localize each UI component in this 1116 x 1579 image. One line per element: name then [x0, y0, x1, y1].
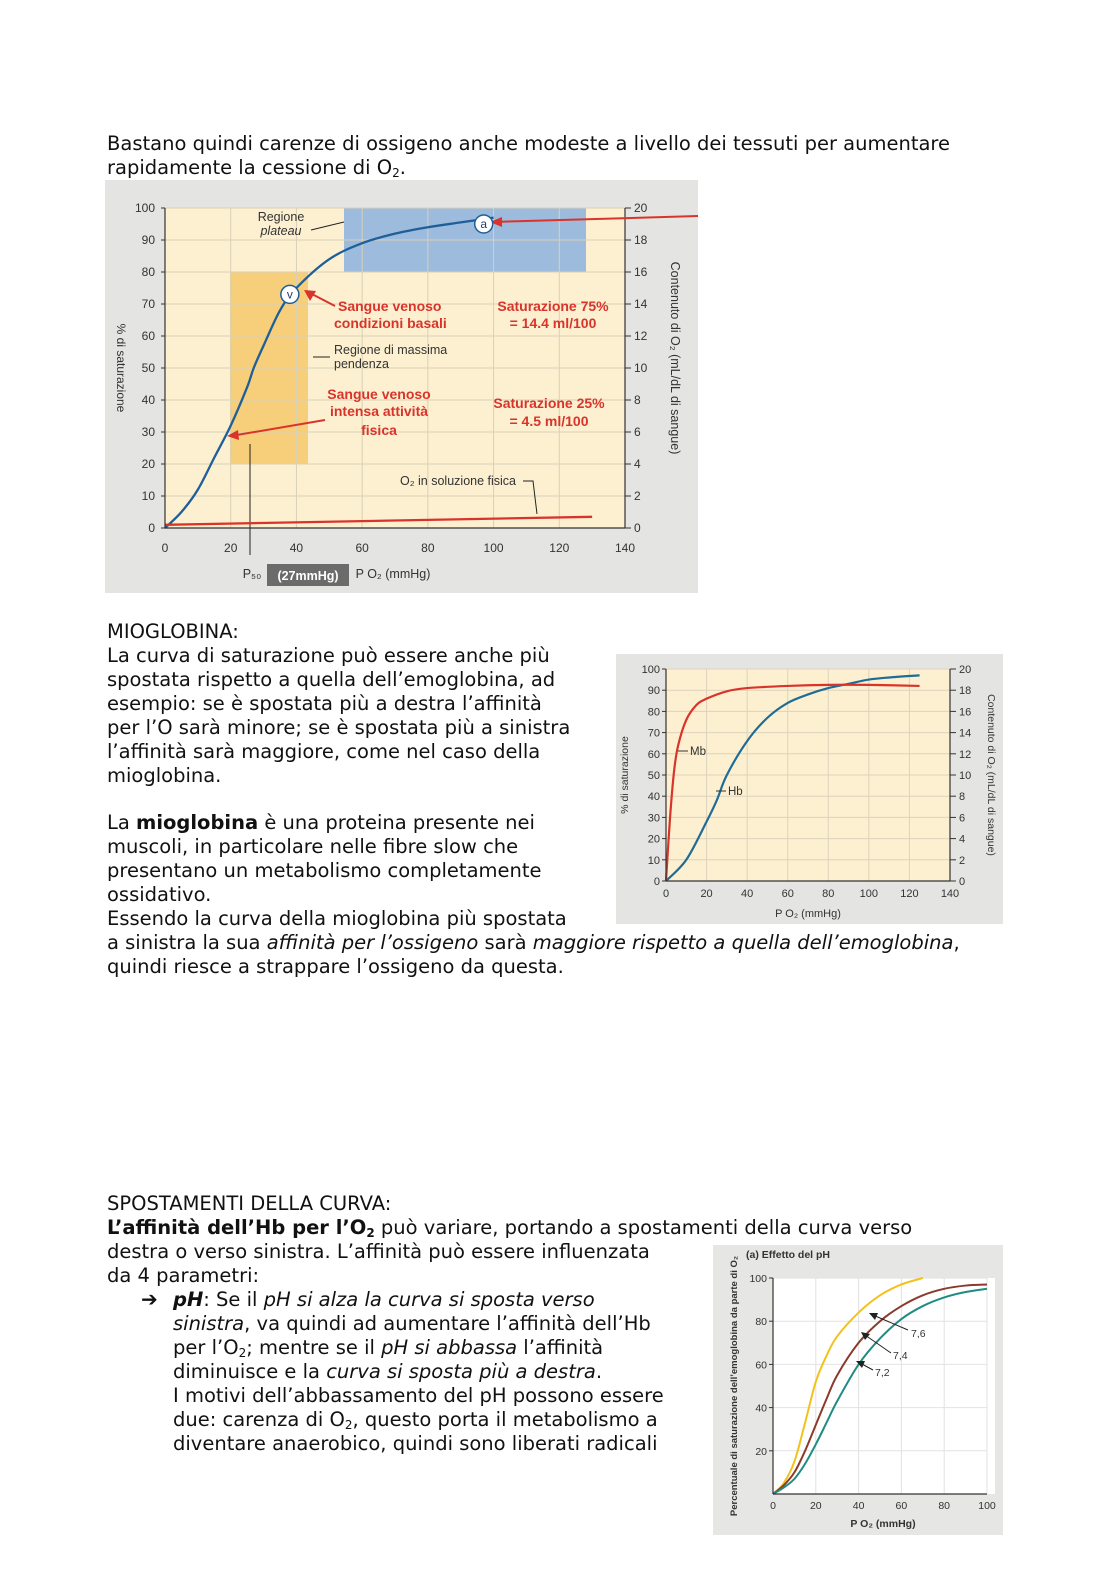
y-right-tick-label: 8 [959, 791, 966, 804]
mioglobina-p2-line-3: presentano un metabolismo completamente [107, 859, 542, 882]
bullet-ph-line-4-italic: curva si sposta più a destra [326, 1360, 596, 1383]
mioglobina-p3-italic-2: maggiore rispetto a quella dell’emoglobina [532, 931, 954, 954]
y-right-tick-label: 12 [634, 329, 648, 343]
y-right-tick-label: 20 [959, 664, 972, 676]
label-y-left: % di saturazione [114, 323, 128, 413]
x-tick-label: 60 [895, 1500, 908, 1512]
bullet-ph-line-2-italic: sinistra [173, 1312, 245, 1335]
x-tick-label: 60 [355, 541, 369, 555]
y-tick-label: 40 [647, 791, 660, 804]
mb-hb-figure [616, 654, 1003, 924]
label-plateau-2: plateau [260, 224, 302, 238]
label-ph-7-2: 7,2 [875, 1367, 890, 1379]
y-tick-label: 30 [141, 425, 155, 439]
mioglobina-p1-line-4: per l’O sarà minore; se è spostata più a sinistra [107, 716, 571, 739]
y-right-tick-label: 18 [959, 685, 972, 698]
mb-hb-chart [616, 654, 1003, 924]
mioglobina-p3-end: , [953, 931, 960, 954]
bullet-ph-line-6-sub: 2 [344, 1418, 353, 1432]
point-v-label: v [286, 287, 293, 302]
y-right-tick-label: 0 [634, 521, 641, 535]
y-tick-label: 80 [755, 1316, 767, 1329]
label-y-right: Contenuto di O₂ (mL/dL di sangue) [668, 261, 682, 455]
label-sat75-1: Saturazione 75% [497, 298, 609, 314]
y-tick-label: 30 [647, 812, 660, 825]
label-xaxis: P O₂ (mmHg) [850, 1518, 916, 1530]
mioglobina-heading: MIOGLOBINA: [107, 620, 239, 643]
spostamenti-line-3: da 4 parametri: [107, 1264, 260, 1287]
x-tick-label: 40 [741, 888, 754, 900]
mioglobina-p2-bold: mioglobina [136, 811, 259, 834]
bullet-ph-line-3-mid: ; mentre se il [246, 1336, 382, 1359]
y-tick-label: 10 [647, 854, 660, 867]
y-right-tick-label: 14 [959, 727, 972, 740]
bullet-ph-line-1-rest: : Se il [203, 1288, 264, 1311]
y-right-tick-label: 2 [634, 489, 641, 503]
y-right-tick-label: 10 [959, 770, 972, 782]
label-p50-value: (27mmHg) [277, 569, 339, 583]
y-right-tick-label: 6 [959, 812, 966, 825]
y-tick-label: 70 [141, 297, 155, 311]
x-tick-label: 120 [549, 541, 570, 555]
mioglobina-p1-line-2: spostata rispetto a quella dell’emoglobina, ad [107, 668, 556, 691]
mioglobina-p1-line-6: mioglobina. [107, 764, 222, 787]
bullet-ph-line-1-italic: pH si alza la curva si sposta verso [263, 1288, 595, 1311]
y-right-tick-label: 14 [634, 297, 648, 311]
x-tick-label: 80 [822, 888, 835, 900]
mioglobina-p2-line-5: Essendo la curva della mioglobina più spostata [107, 907, 567, 930]
y-right-tick-label: 10 [634, 361, 648, 375]
y-tick-label: 100 [134, 201, 155, 215]
intro-line-2-sub: 2 [392, 166, 400, 180]
mioglobina-p1-line-5: l’affinità sarà maggiore, come nel caso della [107, 740, 541, 763]
mioglobina-p2-line-4: ossidativo. [107, 883, 212, 906]
x-tick-label: 20 [700, 888, 713, 900]
label-xaxis: P O₂ (mmHg) [775, 908, 841, 920]
intro-line-1: Bastano quindi carenze di ossigeno anche modeste a livello dei tessuti per aumentare [107, 132, 951, 155]
y-right-tick-label: 16 [634, 265, 648, 279]
y-right-tick-label: 4 [959, 833, 966, 846]
label-plateau-1: Regione [257, 210, 305, 224]
x-tick-label: 100 [483, 541, 504, 555]
x-tick-label: 60 [781, 888, 794, 900]
label-o2-fisica: O₂ in soluzione fisica [399, 474, 517, 488]
bullet-ph-line-1 [173, 1288, 595, 1312]
label-title: (a) Effetto del pH [746, 1249, 830, 1261]
y-right-tick-label: 6 [634, 425, 641, 439]
label-y-left: % di saturazione [619, 736, 631, 814]
label-venoso-attivita-3: fisica [361, 422, 397, 438]
bullet-ph-line-3-end: l’affinità [517, 1336, 604, 1359]
label-mb: Mb [690, 746, 706, 758]
mioglobina-p1-line-3: esempio: se è spostata più a destra l’affinità [107, 692, 542, 715]
label-y: Percentuale di saturazione dell’emoglobina da parte di O₂ [729, 1255, 740, 1517]
bullet-ph-line-7: diventare anaerobico, quindi sono liberati radicali [173, 1432, 658, 1455]
label-venoso-attivita-1: Sangue venoso [327, 386, 431, 402]
x-tick-label: 140 [614, 541, 636, 555]
x-tick-label: 100 [859, 888, 879, 900]
bullet-ph-line-3-sub: 2 [238, 1346, 247, 1360]
y-tick-label: 40 [755, 1402, 767, 1415]
spostamenti-line-1-sub: 2 [366, 1226, 375, 1240]
bullet-ph-line-6-pre: due: carenza di O [173, 1408, 345, 1431]
mioglobina-p2-line-2: muscoli, in particolare nelle fibre slow che [107, 835, 519, 858]
y-tick-label: 40 [141, 393, 155, 407]
y-right-tick-label: 18 [634, 233, 648, 247]
y-right-tick-label: 0 [959, 876, 966, 888]
label-sat25-2: = 4.5 ml/100 [509, 413, 589, 429]
y-tick-label: 50 [647, 770, 660, 782]
y-tick-label: 100 [641, 664, 660, 676]
y-tick-label: 50 [141, 361, 155, 375]
bullet-ph-line-6-end: , questo porta il metabolismo a [352, 1408, 658, 1431]
label-hb: Hb [728, 786, 743, 798]
y-tick-label: 20 [647, 833, 660, 846]
bullet-ph-line-4-end: . [595, 1360, 603, 1383]
y-tick-label: 20 [141, 457, 155, 471]
x-tick-label: 80 [421, 541, 435, 555]
y-tick-label: 60 [755, 1359, 767, 1372]
y-tick-label: 80 [141, 265, 155, 279]
label-venoso-basali-1: Sangue venoso [338, 298, 442, 314]
y-tick-label: 100 [749, 1273, 767, 1285]
label-xaxis: P O₂ (mmHg) [355, 567, 431, 581]
y-tick-label: 60 [141, 329, 155, 343]
mioglobina-p2-line-1 [107, 811, 535, 835]
label-ph-7-6: 7,6 [911, 1328, 926, 1340]
mioglobina-p2-pre: La [107, 811, 137, 834]
mioglobina-p2-post: è una proteina presente nei [258, 811, 535, 834]
label-massima-2: pendenza [334, 357, 389, 371]
spostamenti-line-2: destra o verso sinistra. L’affinità può essere influenzata [107, 1240, 650, 1263]
x-tick-label: 0 [161, 541, 169, 555]
y-tick-label: 20 [755, 1445, 767, 1458]
label-sat75-2: = 14.4 ml/100 [509, 315, 597, 331]
hb-saturation-chart [105, 180, 698, 593]
x-tick-label: 40 [289, 541, 304, 555]
mioglobina-p3 [107, 931, 960, 955]
bullet-arrow-icon: ➔ [141, 1287, 158, 1311]
y-tick-label: 70 [647, 727, 660, 740]
mioglobina-p3-mid: sarà [478, 931, 533, 954]
x-tick-label: 100 [978, 1500, 996, 1512]
mioglobina-p1-line-1: La curva di saturazione può essere anche più [107, 644, 550, 667]
y-tick-label: 80 [647, 706, 660, 719]
bullet-ph-term: pH [173, 1288, 204, 1311]
label-ph-7-4: 7,4 [893, 1350, 908, 1362]
ph-effect-figure [713, 1245, 1003, 1535]
y-right-tick-label: 20 [634, 201, 648, 215]
bullet-ph-line-5: I motivi dell’abbassamento del pH possono essere [173, 1384, 664, 1407]
spostamenti-heading: SPOSTAMENTI DELLA CURVA: [107, 1192, 392, 1215]
x-tick-label: 0 [662, 888, 670, 900]
bullet-ph-line-2 [173, 1312, 651, 1336]
bullet-ph-line-4 [173, 1360, 602, 1384]
y-right-tick-label: 4 [634, 457, 641, 471]
bullet-ph-line-3-pre: per l’O [173, 1336, 239, 1359]
y-tick-label: 10 [141, 489, 155, 503]
ph-effect-chart [713, 1245, 1003, 1535]
label-sat25-1: Saturazione 25% [493, 395, 605, 411]
bullet-ph-line-2-rest: , va quindi ad aumentare l’affinità dell’Hb [244, 1312, 651, 1335]
x-tick-label: 0 [770, 1500, 776, 1512]
label-venoso-basali-2: condizioni basali [334, 315, 447, 331]
intro-line-2-text: rapidamente la cessione di O [107, 156, 393, 179]
label-venoso-attivita-2: intensa attività [329, 403, 429, 419]
mioglobina-p4: quindi riesce a strappare l’ossigeno da questa. [107, 955, 564, 978]
x-tick-label: 20 [224, 541, 238, 555]
label-y-right: Contenuto di O₂ (mL/dL di sangue) [985, 694, 997, 856]
x-tick-label: 40 [852, 1500, 865, 1512]
y-tick-label: 90 [647, 685, 660, 698]
y-right-tick-label: 12 [959, 748, 972, 761]
y-right-tick-label: 8 [634, 393, 641, 407]
y-tick-label: 90 [141, 233, 155, 247]
intro-line-2-end: . [399, 156, 406, 179]
spostamenti-line-1-bold: L’affinità dell’Hb per l’O [107, 1216, 367, 1239]
y-tick-label: 60 [647, 748, 660, 761]
x-tick-label: 80 [938, 1500, 951, 1512]
label-massima-1: Regione di massima [334, 343, 448, 357]
y-tick-label: 0 [653, 876, 660, 888]
bullet-ph-line-3-italic: pH si abbassa [381, 1336, 518, 1359]
label-p50: P₅₀ [242, 567, 262, 581]
spostamenti-line-1-rest: può variare, portando a spostamenti della curva verso [374, 1216, 913, 1239]
hb-saturation-figure [105, 180, 698, 593]
y-right-tick-label: 16 [959, 706, 972, 719]
y-right-tick-label: 2 [959, 854, 966, 867]
y-tick-label: 0 [148, 521, 155, 535]
point-a-label: a [480, 217, 488, 231]
bullet-ph-line-4-pre: diminuisce e la [173, 1360, 327, 1383]
mioglobina-p3-italic-1: affinità per l’ossigeno [266, 931, 479, 954]
x-tick-label: 120 [900, 888, 919, 900]
mioglobina-p3-pre: a sinistra la sua [107, 931, 267, 954]
x-tick-label: 140 [940, 888, 960, 900]
x-tick-label: 20 [809, 1500, 822, 1512]
